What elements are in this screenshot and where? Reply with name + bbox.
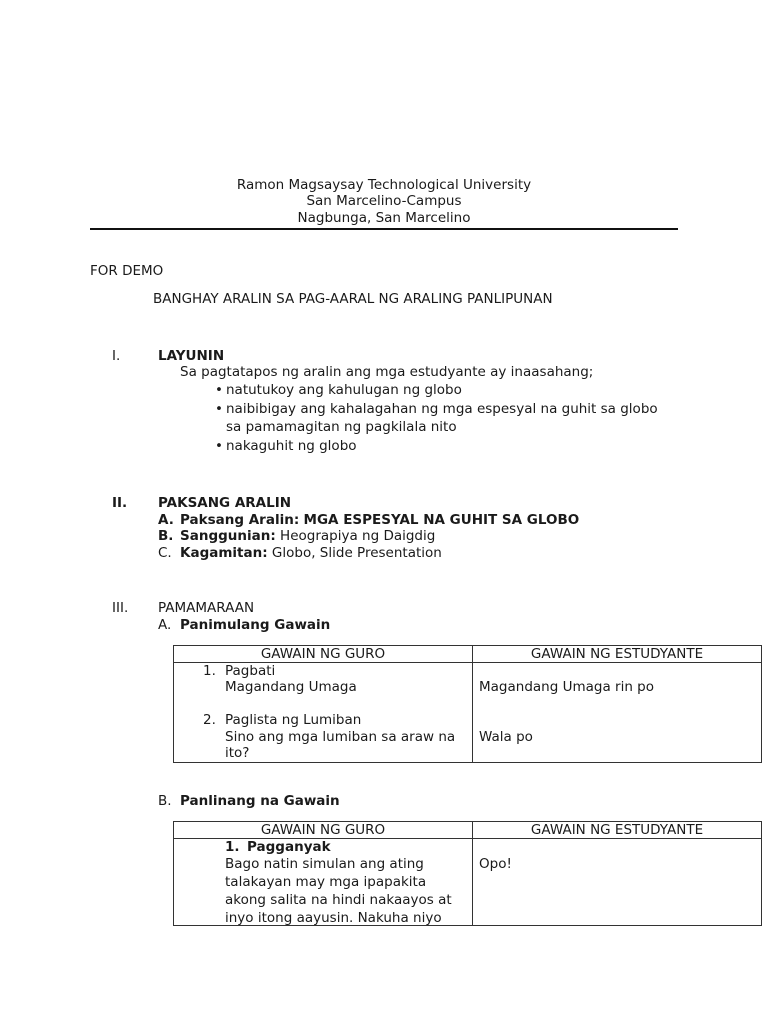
item-c-value: Globo, Slide Presentation <box>271 545 442 561</box>
student-activity-cell <box>473 663 761 762</box>
section-1-intro: Sa pagtatapos ng aralin ang mga estudyante ay inaasahang; <box>180 364 594 380</box>
objective-2-continued: sa pamamagitan ng pagkilala nito <box>226 419 457 435</box>
step-number: 1. <box>225 839 240 855</box>
teacher-activity-cell <box>174 839 472 925</box>
activity-title: Paglista ng Lumiban <box>225 712 362 728</box>
objective-2: naibibigay ang kahalagahan ng mga espesyal na guhit sa globo <box>226 401 658 417</box>
teacher-line: inyo itong aayusin. Nakuha niyo <box>225 910 442 926</box>
activity-title: Pagganyak <box>247 839 331 855</box>
teacher-line: Sino ang mga lumiban sa araw na <box>225 729 456 745</box>
teacher-line: akong salita na hindi nakaayos at <box>225 892 452 908</box>
item-b-label: Sanggunian: <box>180 528 276 544</box>
subsection-a-title: Panimulang Gawain <box>180 617 331 633</box>
teacher-line: talakayan may mga ipapakita <box>225 874 427 890</box>
subsection-b-title: Panlinang na Gawain <box>180 793 340 809</box>
teacher-line: Magandang Umaga <box>225 679 357 695</box>
item-b-letter: B. <box>158 528 174 544</box>
campus-address: Nagbunga, San Marcelino <box>297 210 471 226</box>
objective-1: natutukoy ang kahulugan ng globo <box>226 382 462 398</box>
teacher-line: Bago natin simulan ang ating <box>225 856 424 872</box>
student-reply: Wala po <box>479 729 533 745</box>
panlinang-na-gawain-table <box>173 821 762 926</box>
teacher-line: ito? <box>225 745 250 761</box>
student-reply: Opo! <box>479 856 512 872</box>
section-2-title: PAKSANG ARALIN <box>158 495 292 511</box>
sanggunian <box>180 528 435 544</box>
section-3-number: III. <box>112 600 129 616</box>
teacher-activity-cell <box>174 663 472 762</box>
item-a-label: Paksang Aralin: <box>180 512 300 528</box>
section-1-number: I. <box>112 348 121 364</box>
university-name: Ramon Magsaysay Technological University <box>236 177 532 193</box>
item-c-label: Kagamitan: <box>180 545 268 561</box>
item-a-value: MGA ESPESYAL NA GUHIT SA GLOBO <box>303 512 580 528</box>
bullet-icon: • <box>215 382 223 398</box>
demo-label: FOR DEMO <box>90 263 164 279</box>
objective-3: nakaguhit ng globo <box>226 438 357 454</box>
column-header-guro: GAWAIN NG GURO <box>174 822 473 839</box>
bullet-icon: • <box>215 401 223 417</box>
step-number: 1. <box>203 663 216 679</box>
student-reply: Magandang Umaga rin po <box>479 679 654 695</box>
panimulang-gawain-table <box>173 645 762 763</box>
paksang-aralin <box>180 512 579 528</box>
column-header-guro: GAWAIN NG GURO <box>174 646 473 663</box>
section-3-title: PAMAMARAAN <box>158 600 255 616</box>
campus-name: San Marcelino-Campus <box>306 193 462 209</box>
bullet-icon: • <box>215 438 223 454</box>
section-1-title: LAYUNIN <box>158 348 225 364</box>
header-divider <box>90 228 678 230</box>
step-number: 2. <box>203 712 216 728</box>
column-header-estudyante: GAWAIN NG ESTUDYANTE <box>473 822 762 839</box>
item-a-letter: A. <box>158 512 174 528</box>
subsection-a-letter: A. <box>158 617 172 633</box>
student-activity-cell <box>473 839 761 925</box>
document-title: BANGHAY ARALIN SA PAG-AARAL NG ARALING PANLIPUNAN <box>153 291 553 307</box>
item-c-letter: C. <box>158 545 172 561</box>
subsection-b-letter: B. <box>158 793 172 809</box>
kagamitan <box>180 545 442 561</box>
section-2-number: II. <box>112 495 128 511</box>
item-b-value: Heograpiya ng Daigdig <box>280 528 436 544</box>
activity-title: Pagbati <box>225 663 276 679</box>
column-header-estudyante: GAWAIN NG ESTUDYANTE <box>473 646 762 663</box>
